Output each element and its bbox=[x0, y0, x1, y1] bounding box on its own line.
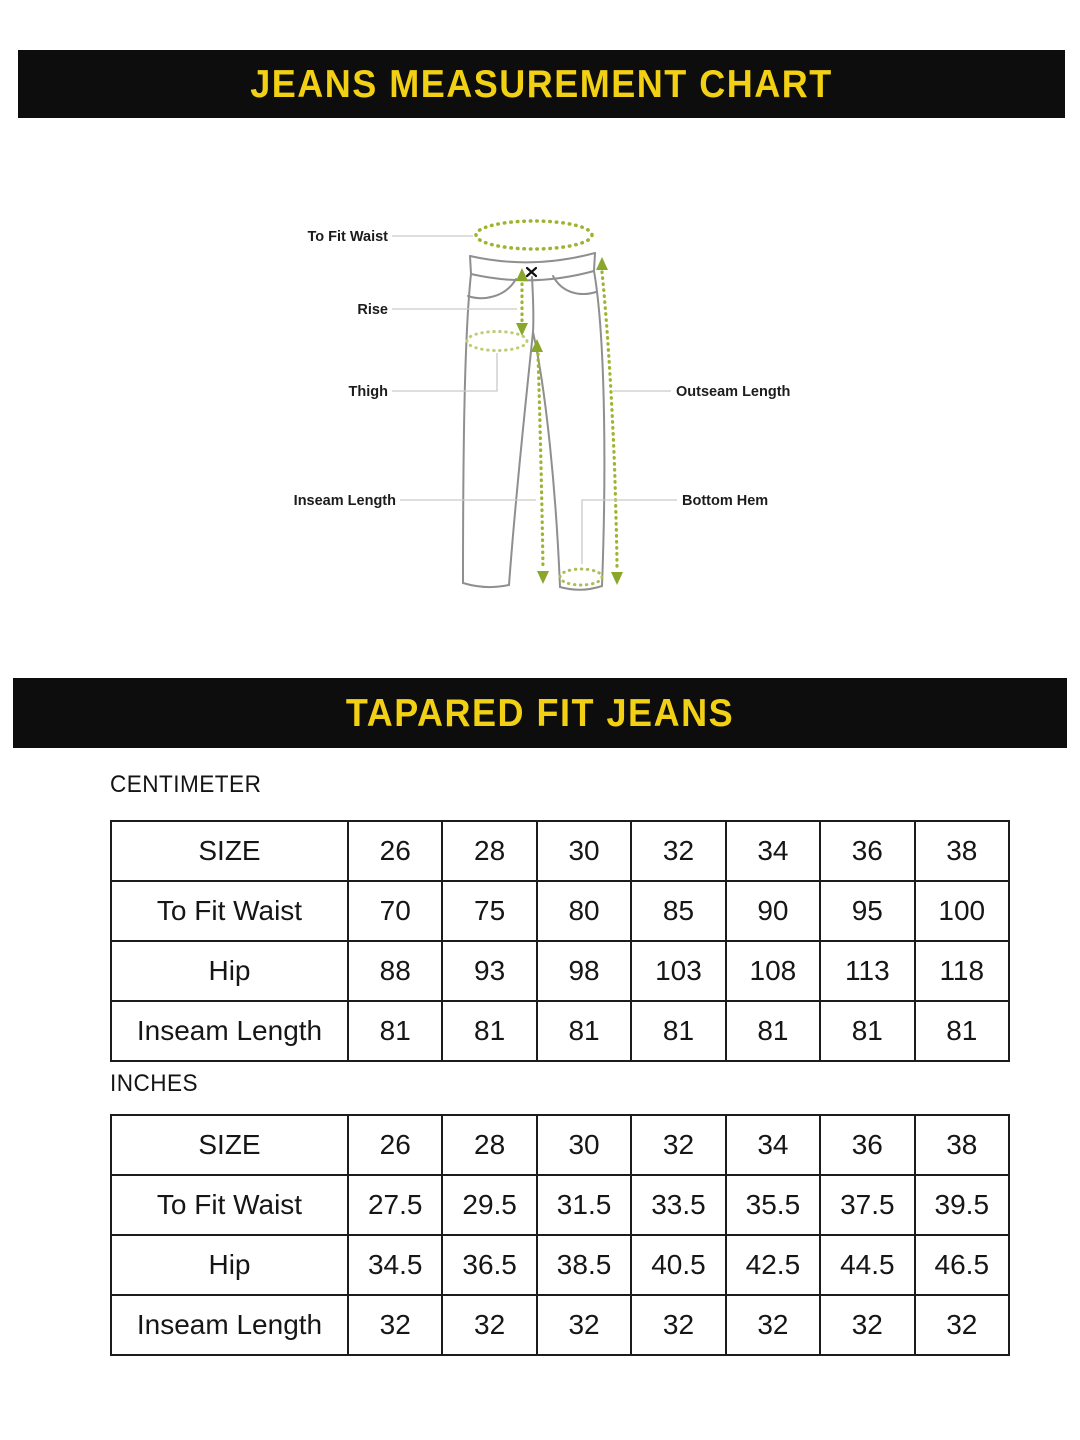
value-cell: 46.5 bbox=[915, 1235, 1009, 1295]
value-cell: 30 bbox=[537, 821, 631, 881]
value-cell: 39.5 bbox=[915, 1175, 1009, 1235]
value-cell: 26 bbox=[348, 821, 442, 881]
section-title: TAPARED FIT JEANS bbox=[345, 690, 735, 735]
value-cell: 81 bbox=[726, 1001, 820, 1061]
table-row bbox=[111, 821, 1009, 881]
value-cell: 36 bbox=[820, 821, 914, 881]
value-cell: 81 bbox=[631, 1001, 725, 1061]
value-cell: 103 bbox=[631, 941, 725, 1001]
value-cell: 40.5 bbox=[631, 1235, 725, 1295]
outseam-arrow-up bbox=[596, 257, 608, 270]
unit-label-inches: INCHES bbox=[110, 1070, 199, 1097]
section-banner bbox=[13, 678, 1067, 748]
waist-measure-ellipse bbox=[476, 221, 592, 249]
value-cell: 31.5 bbox=[537, 1175, 631, 1235]
value-cell: 34 bbox=[726, 821, 820, 881]
value-cell: 118 bbox=[915, 941, 1009, 1001]
value-cell: 34 bbox=[726, 1115, 820, 1175]
value-cell: 32 bbox=[726, 1295, 820, 1355]
value-cell: 81 bbox=[442, 1001, 536, 1061]
value-cell: 32 bbox=[537, 1295, 631, 1355]
table-row bbox=[111, 1175, 1009, 1235]
outseam-arrow-down bbox=[611, 572, 623, 585]
table-row bbox=[111, 1295, 1009, 1355]
value-cell: 42.5 bbox=[726, 1235, 820, 1295]
table-row bbox=[111, 1115, 1009, 1175]
inches-size-table bbox=[110, 1114, 1010, 1356]
value-cell: 38.5 bbox=[537, 1235, 631, 1295]
value-cell: 26 bbox=[348, 1115, 442, 1175]
value-cell: 44.5 bbox=[820, 1235, 914, 1295]
table-row bbox=[111, 941, 1009, 1001]
value-cell: 33.5 bbox=[631, 1175, 725, 1235]
value-cell: 93 bbox=[442, 941, 536, 1001]
row-label-cell: To Fit Waist bbox=[111, 1175, 348, 1235]
label-to-fit-waist: To Fit Waist bbox=[307, 229, 388, 245]
value-cell: 30 bbox=[537, 1115, 631, 1175]
value-cell: 70 bbox=[348, 881, 442, 941]
label-rise: Rise bbox=[357, 302, 388, 318]
value-cell: 81 bbox=[348, 1001, 442, 1061]
table-row bbox=[111, 881, 1009, 941]
value-cell: 90 bbox=[726, 881, 820, 941]
row-label-cell: Inseam Length bbox=[111, 1295, 348, 1355]
value-cell: 32 bbox=[348, 1295, 442, 1355]
header-banner bbox=[18, 50, 1065, 118]
value-cell: 80 bbox=[537, 881, 631, 941]
value-cell: 81 bbox=[915, 1001, 1009, 1061]
value-cell: 75 bbox=[442, 881, 536, 941]
value-cell: 37.5 bbox=[820, 1175, 914, 1235]
value-cell: 28 bbox=[442, 821, 536, 881]
value-cell: 34.5 bbox=[348, 1235, 442, 1295]
value-cell: 35.5 bbox=[726, 1175, 820, 1235]
value-cell: 32 bbox=[631, 1115, 725, 1175]
unit-label-centimeter: CENTIMETER bbox=[110, 771, 262, 798]
value-cell: 36.5 bbox=[442, 1235, 536, 1295]
value-cell: 32 bbox=[820, 1295, 914, 1355]
value-cell: 27.5 bbox=[348, 1175, 442, 1235]
row-label-cell: To Fit Waist bbox=[111, 881, 348, 941]
table-row bbox=[111, 1001, 1009, 1061]
value-cell: 88 bbox=[348, 941, 442, 1001]
value-cell: 38 bbox=[915, 1115, 1009, 1175]
jeans-measurement-diagram bbox=[280, 185, 800, 655]
value-cell: 95 bbox=[820, 881, 914, 941]
page-title: JEANS MEASUREMENT CHART bbox=[250, 61, 833, 106]
row-label-cell: Hip bbox=[111, 1235, 348, 1295]
value-cell: 32 bbox=[442, 1295, 536, 1355]
value-cell: 113 bbox=[820, 941, 914, 1001]
value-cell: 85 bbox=[631, 881, 725, 941]
centimeter-size-table bbox=[110, 820, 1010, 1062]
label-bottom-hem: Bottom Hem bbox=[682, 493, 769, 509]
value-cell: 29.5 bbox=[442, 1175, 536, 1235]
value-cell: 36 bbox=[820, 1115, 914, 1175]
row-label-cell: Hip bbox=[111, 941, 348, 1001]
label-outseam-length: Outseam Length bbox=[676, 384, 791, 400]
table-row bbox=[111, 1235, 1009, 1295]
value-cell: 38 bbox=[915, 821, 1009, 881]
value-cell: 32 bbox=[631, 821, 725, 881]
label-inseam-length: Inseam Length bbox=[293, 493, 396, 509]
row-label-cell: Inseam Length bbox=[111, 1001, 348, 1061]
value-cell: 108 bbox=[726, 941, 820, 1001]
value-cell: 32 bbox=[631, 1295, 725, 1355]
size-header-cell: SIZE bbox=[111, 821, 348, 881]
inseam-arrow-down bbox=[537, 571, 549, 584]
size-header-cell: SIZE bbox=[111, 1115, 348, 1175]
value-cell: 81 bbox=[820, 1001, 914, 1061]
value-cell: 28 bbox=[442, 1115, 536, 1175]
value-cell: 98 bbox=[537, 941, 631, 1001]
value-cell: 32 bbox=[915, 1295, 1009, 1355]
value-cell: 81 bbox=[537, 1001, 631, 1061]
value-cell: 100 bbox=[915, 881, 1009, 941]
label-thigh: Thigh bbox=[348, 384, 388, 400]
